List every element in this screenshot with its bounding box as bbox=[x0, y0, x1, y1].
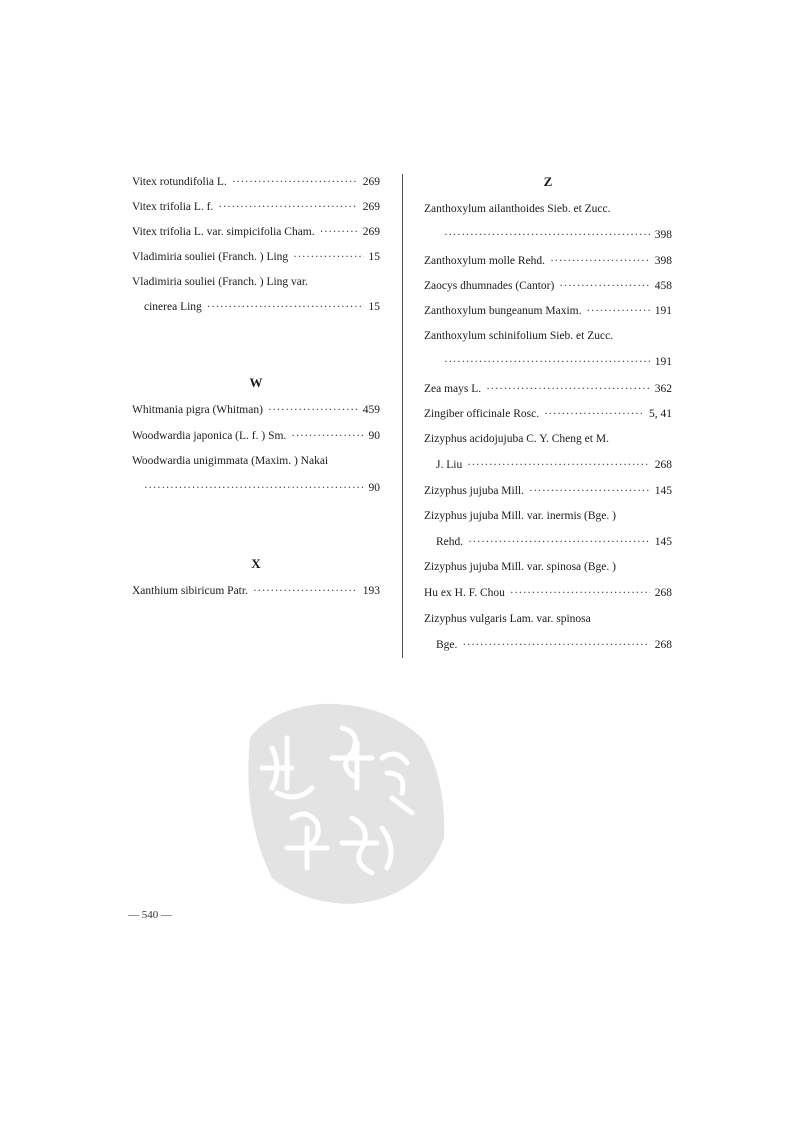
index-entry: Zizyphus jujuba Mill. var. inermis (Bge. ) bbox=[424, 510, 616, 522]
index-entry: Whitmania pigra (Whitman) ····· 459 bbox=[132, 401, 380, 419]
index-entry-continuation: J. Liu ····· 268 bbox=[424, 456, 672, 474]
section-heading-z: Z bbox=[543, 174, 553, 189]
index-entry: Zanthoxylum molle Rehd. ····· 398 bbox=[424, 252, 672, 270]
index-entry: Vladimiria souliei (Franch. ) Ling var. bbox=[132, 276, 308, 288]
index-entry: Vitex trifolia L. var. simpicifolia Cham. ····· 269 bbox=[132, 223, 380, 241]
page-number: — 540 — bbox=[128, 909, 172, 921]
index-entry-continuation: Rehd. ····· 145 bbox=[424, 533, 672, 551]
index-entry-continuation: ····· 90 bbox=[132, 479, 380, 497]
section-heading-w: W bbox=[249, 375, 263, 390]
index-entry: Zizyphus vulgaris Lam. var. spinosa bbox=[424, 613, 591, 625]
index-entry-continuation: cinerea Ling ····· 15 bbox=[132, 298, 380, 316]
seal-watermark-icon bbox=[232, 698, 448, 908]
index-entry: Vladimiria souliei (Franch. ) Ling ····· 15 bbox=[132, 248, 380, 266]
index-entry: Zanthoxylum bungeanum Maxim. ····· 191 bbox=[424, 302, 672, 320]
index-entry: Zizyphus jujuba Mill. var. spinosa (Bge. ) bbox=[424, 561, 616, 573]
index-entry-continuation: ····· 398 bbox=[424, 226, 672, 244]
index-entry: Zanthoxylum schinifolium Sieb. et Zucc. bbox=[424, 330, 614, 342]
index-entry-continuation: ····· 191 bbox=[424, 353, 672, 371]
index-entry: Woodwardia japonica (L. f. ) Sm. ····· 90 bbox=[132, 427, 380, 445]
index-entry: Vitex trifolia L. f. ····· 269 bbox=[132, 198, 380, 216]
index-entry: Zea mays L. ····· 362 bbox=[424, 380, 672, 398]
section-heading-x: X bbox=[251, 556, 261, 571]
index-entry: Zizyphus jujuba Mill. ····· 145 bbox=[424, 482, 672, 500]
index-entry: Zaocys dhumnades (Cantor) ····· 458 bbox=[424, 277, 672, 295]
column-divider bbox=[402, 174, 403, 658]
index-entry: Woodwardia unigimmata (Maxim. ) Nakai bbox=[132, 455, 329, 467]
index-entry: Vitex rotundifolia L. ····· 269 bbox=[132, 173, 380, 191]
index-entry-continuation: Bge. ····· 268 bbox=[424, 636, 672, 654]
index-entry: Zingiber officinale Rosc. ····· 5, 41 bbox=[424, 405, 672, 423]
index-entry: Zizyphus acidojujuba C. Y. Cheng et M. bbox=[424, 433, 609, 445]
index-entry-continuation: Hu ex H. F. Chou ····· 268 bbox=[424, 584, 672, 602]
index-entry: Zanthoxylum ailanthoides Sieb. et Zucc. bbox=[424, 203, 611, 215]
index-entry: Xanthium sibiricum Patr. ····· 193 bbox=[132, 582, 380, 600]
